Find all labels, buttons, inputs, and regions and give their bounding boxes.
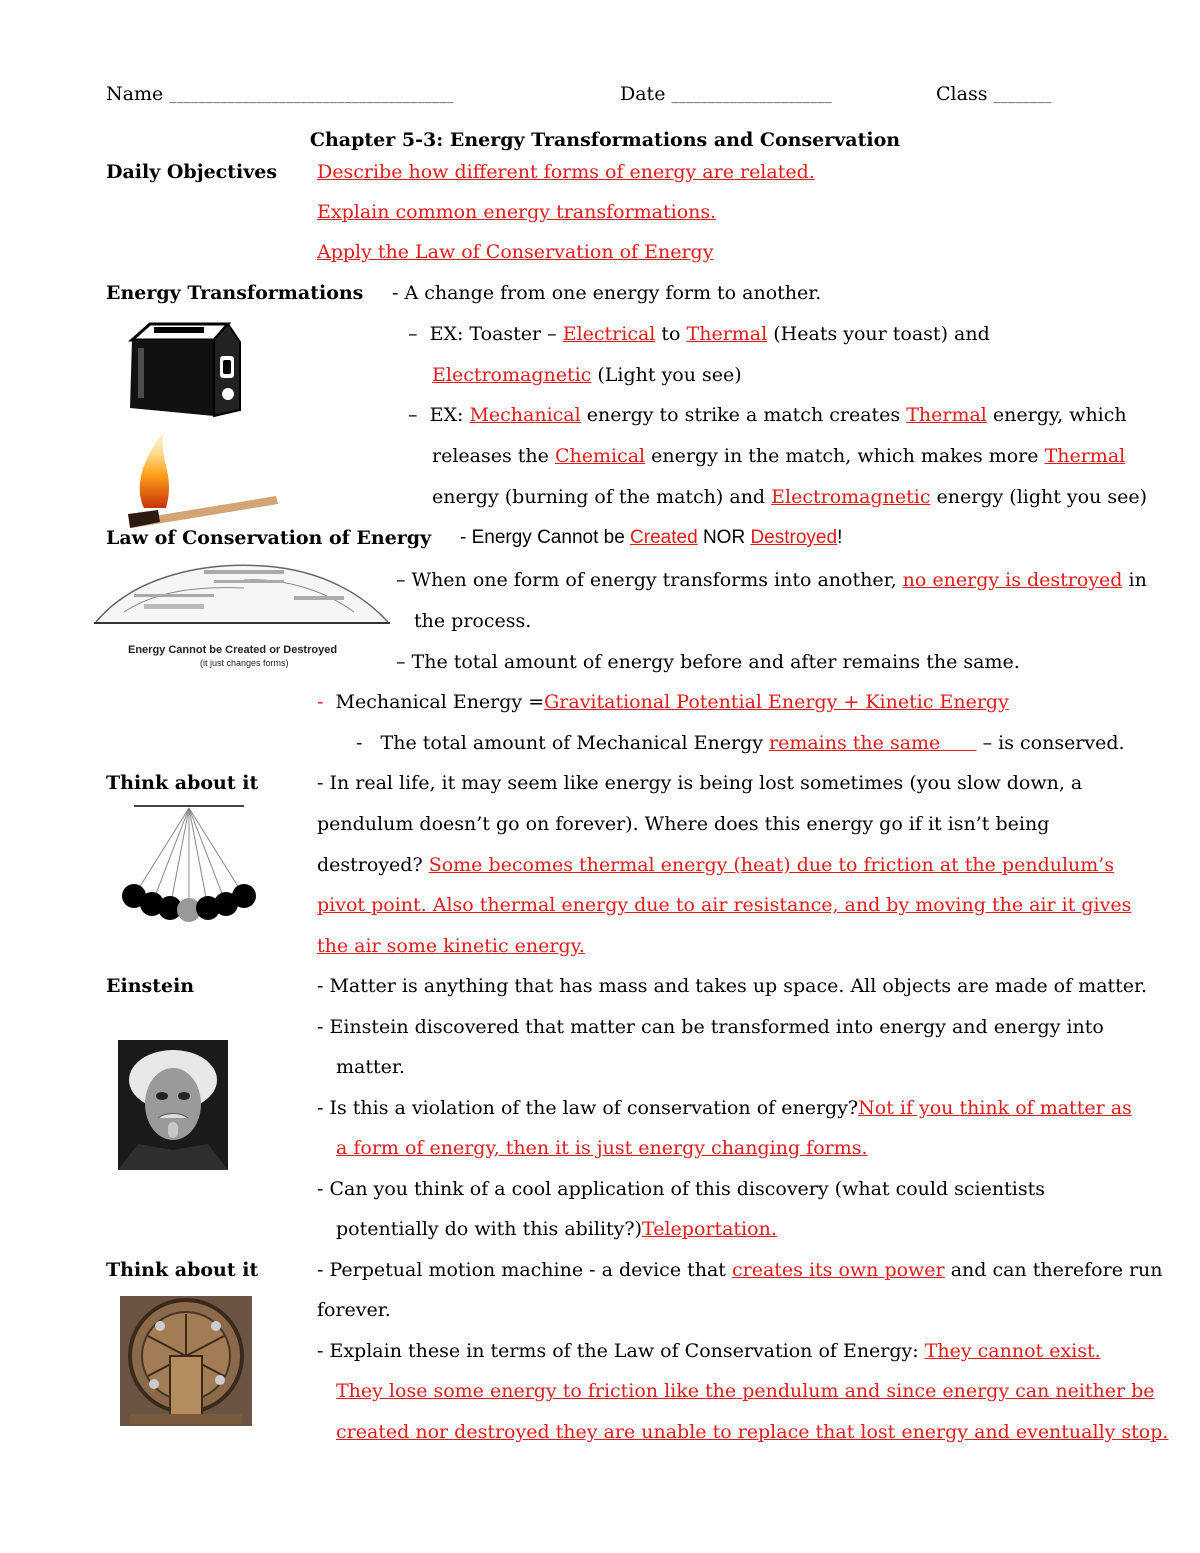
ex1-line1: – EX: Toaster – Electrical to Thermal (Heats your toast) and: [408, 323, 990, 345]
think1-line2: pendulum doesn’t go on forever). Where does this energy go if it isn’t being: [317, 813, 1050, 835]
think2-line1: - Perpetual motion machine - a device that creates its own power and can therefore run: [317, 1259, 1163, 1281]
einstein-line5: a form of energy, then it is just energy changing forms.: [336, 1137, 868, 1159]
think2-label: Think about it: [106, 1259, 259, 1281]
date-line[interactable]: ______________________: [671, 88, 833, 104]
conservation-bullet-1-cont: the process.: [414, 610, 532, 632]
pendulum-image: [114, 800, 264, 930]
einstein-line4: - Is this a violation of the law of conservation of energy?Not if you think of matter as: [317, 1097, 1132, 1119]
page-title: Chapter 5-3: Energy Transformations and Conservation: [309, 129, 901, 151]
objectives-label: Daily Objectives: [106, 161, 278, 183]
conservation-bullet-2: – The total amount of energy before and after remains the same.: [396, 651, 1020, 673]
ex1-line2: Electromagnetic (Light you see): [432, 364, 742, 386]
ex2-line3: energy (burning of the match) and Electromagnetic energy (light you see): [432, 486, 1148, 508]
transformations-label: Energy Transformations: [106, 282, 364, 304]
class-label: Class ________: [936, 83, 1052, 105]
diagram-caption-sub: (it just changes forms): [200, 658, 289, 668]
total-mechanical-line: - The total amount of Mechanical Energy remains the same – is conserved.: [356, 732, 1125, 754]
einstein-line6: - Can you think of a cool application of this discovery (what could scientists: [317, 1178, 1045, 1200]
mechanical-energy-line: - Mechanical Energy =Gravitational Potential Energy + Kinetic Energy: [317, 691, 1009, 713]
ex2-line2: releases the Chemical energy in the match, which makes more Thermal: [432, 445, 1126, 467]
think1-line5: the air some kinetic energy.: [317, 935, 585, 957]
date-label: Date ______________________: [620, 83, 833, 105]
think2-line3: - Explain these in terms of the Law of Conservation of Energy: They cannot exist.: [317, 1340, 1101, 1362]
diagram-caption: Energy Cannot be Created or Destroyed: [128, 644, 338, 656]
think1-line1: - In real life, it may seem like energy is being lost sometimes (you slow down, a: [317, 772, 1083, 794]
think1-line4: pivot point. Also thermal energy due to air resistance, and by moving the air it gives: [317, 894, 1132, 916]
perpetual-motion-image: [120, 1296, 252, 1426]
einstein-photo: [118, 1040, 228, 1170]
transformations-definition: - A change from one energy form to another.: [392, 282, 822, 304]
conservation-label: Law of Conservation of Energy: [106, 527, 432, 549]
einstein-line1: - Matter is anything that has mass and takes up space. All objects are made of matter.: [317, 975, 1148, 997]
name-line[interactable]: _______________________________________: [169, 88, 454, 104]
objective-item: Apply the Law of Conservation of Energy: [317, 241, 714, 263]
conservation-statement: - Energy Cannot be Created NOR Destroyed!: [460, 527, 843, 548]
name-label: Name _______________________________________: [106, 83, 454, 105]
conservation-bullet-1: – When one form of energy transforms into another, no energy is destroyed in: [396, 569, 1147, 591]
match-image: [120, 428, 280, 528]
einstein-line3: matter.: [336, 1056, 405, 1078]
einstein-line7: potentially do with this ability?)Teleportation.: [336, 1218, 777, 1240]
think2-line4: They lose some energy to friction like the pendulum and since energy can neither be: [336, 1380, 1155, 1402]
objective-item: Explain common energy transformations.: [317, 201, 717, 223]
class-line[interactable]: ________: [993, 88, 1052, 104]
einstein-line2: - Einstein discovered that matter can be transformed into energy and energy into: [317, 1016, 1104, 1038]
think2-line5: created nor destroyed they are unable to replace that lost energy and eventually stop.: [336, 1421, 1169, 1443]
think2-line2: forever.: [317, 1299, 391, 1321]
ex2-line1: – EX: Mechanical energy to strike a match creates Thermal energy, which: [408, 404, 1127, 426]
toaster-image: [120, 318, 248, 422]
think1-label: Think about it: [106, 772, 259, 794]
objective-item: Describe how different forms of energy are related.: [317, 161, 815, 183]
einstein-label: Einstein: [106, 975, 195, 997]
think1-line3: destroyed? Some becomes thermal energy (heat) due to friction at the pendulum’s: [317, 854, 1115, 876]
